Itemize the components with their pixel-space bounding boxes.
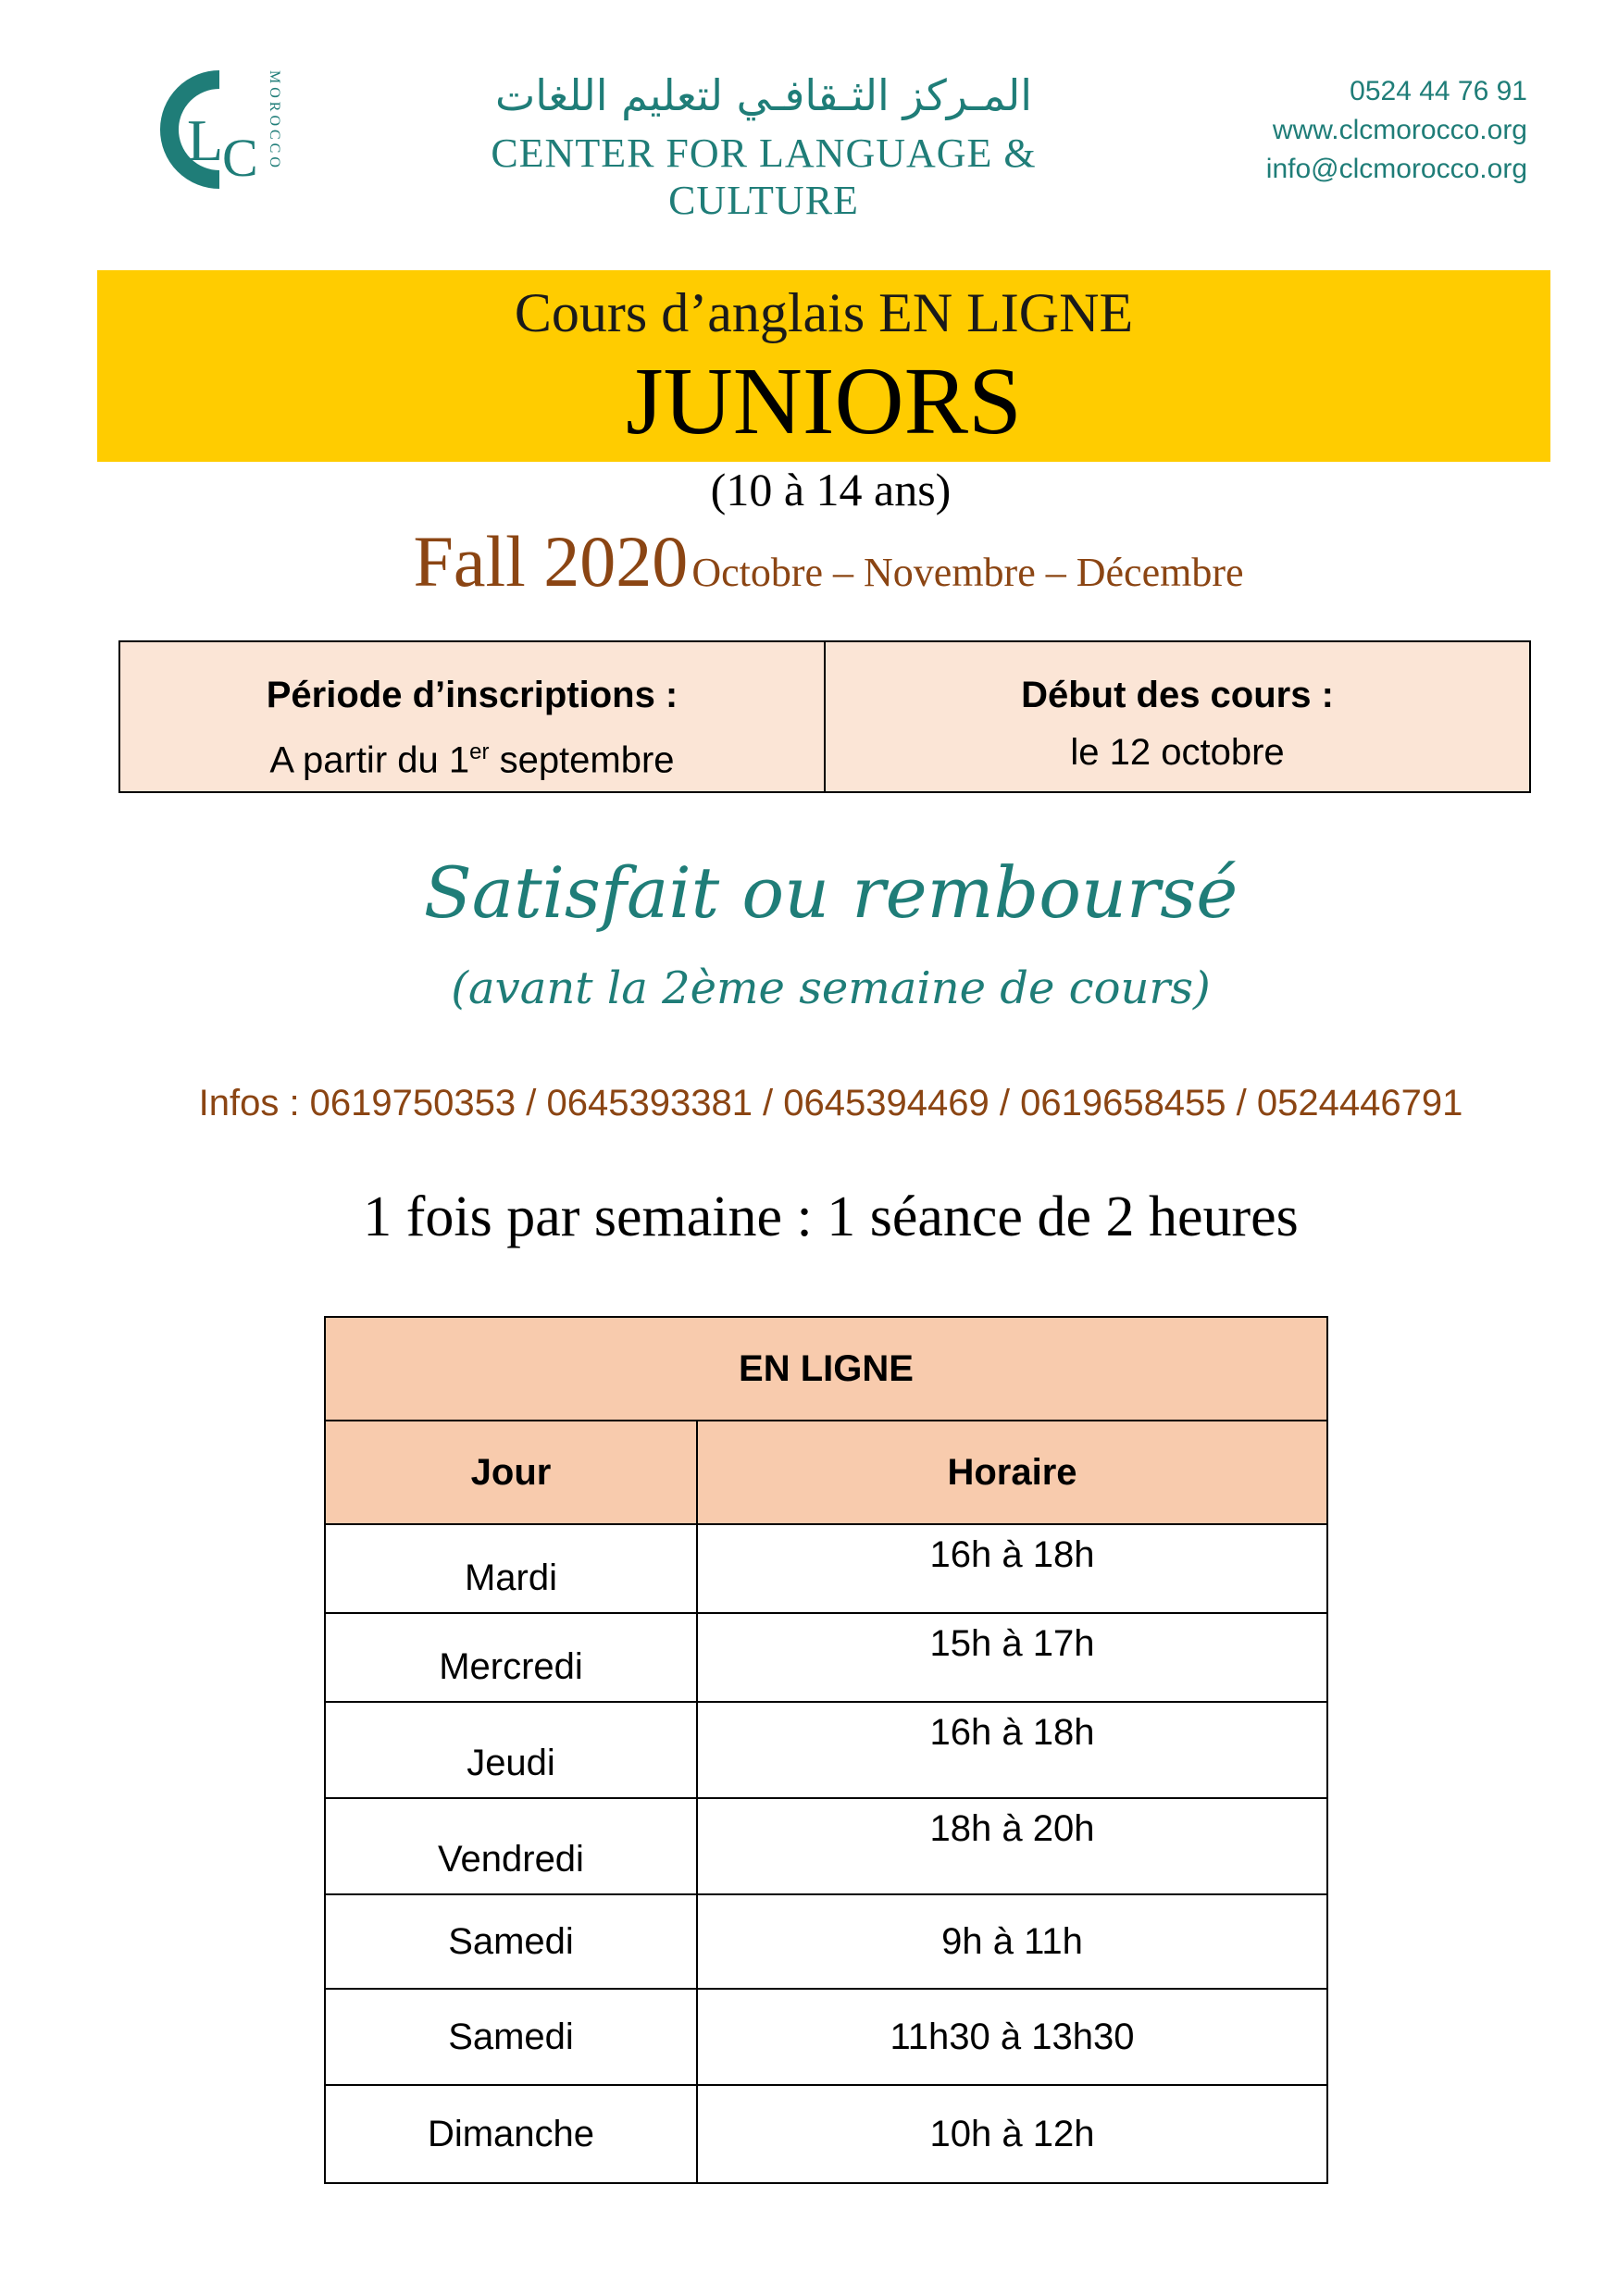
guarantee-subtitle: (avant la 2ème semaine de cours): [451, 962, 1211, 1014]
time-cell: 11h30 à 13h30: [697, 1989, 1327, 2085]
svg-text:L: L: [187, 107, 224, 173]
registration-title: Période d’inscriptions :: [266, 675, 678, 715]
start-title: Début des cours :: [1021, 675, 1334, 715]
contact-block: [1176, 72, 1527, 189]
table-row: [325, 1989, 1327, 2085]
age-range: (10 à 14 ans): [710, 464, 952, 515]
start-value: le 12 octobre: [1070, 732, 1285, 773]
registration-cell: [120, 642, 824, 791]
contact-phone: 0524 44 76 91: [1350, 76, 1527, 106]
table-row: [325, 1798, 1327, 1894]
schedule-title: EN LIGNE: [325, 1317, 1327, 1421]
table-row: [325, 2085, 1327, 2183]
col-day-header: Jour: [325, 1421, 697, 1524]
day-cell: Jeudi: [325, 1702, 697, 1798]
start-cell: [824, 642, 1529, 791]
brand-arabic: المـركز الثـقافـي لتعليم اللغات: [495, 70, 1032, 120]
time-cell: 16h à 18h: [697, 1524, 1327, 1613]
time-cell: 15h à 17h: [697, 1613, 1327, 1702]
brand-english: CENTER FOR LANGUAGE & CULTURE: [491, 130, 1037, 223]
svg-text:C: C: [222, 128, 258, 188]
time-cell: 18h à 20h: [697, 1798, 1327, 1894]
table-row: [325, 1524, 1327, 1613]
contact-website[interactable]: www.clcmorocco.org: [1272, 115, 1527, 145]
banner-juniors: JUNIORS: [626, 348, 1022, 454]
guarantee-title: Satisfait ou remboursé: [423, 851, 1238, 934]
logo-side-text: MOROCCO: [267, 70, 282, 171]
schedule-table: [324, 1316, 1328, 2184]
frequency-line: 1 fois par semaine : 1 séance de 2 heures: [363, 1185, 1299, 1248]
time-cell: 16h à 18h: [697, 1702, 1327, 1798]
day-cell: Samedi: [325, 1894, 697, 1989]
table-row: [325, 1613, 1327, 1702]
infos-phones: Infos : 0619750353 / 0645393381 / 0645394469 / 0619658455 / 0524446791: [198, 1083, 1463, 1123]
time-cell: 10h à 12h: [697, 2085, 1327, 2183]
col-time-header: Horaire: [697, 1421, 1327, 1524]
time-cell: 9h à 11h: [697, 1894, 1327, 1989]
contact-email[interactable]: info@clcmorocco.org: [1265, 154, 1527, 184]
registration-value: A partir du 1er septembre: [269, 739, 675, 781]
day-cell: Samedi: [325, 1989, 697, 2085]
table-row: [325, 1702, 1327, 1798]
season-line: [0, 520, 1618, 603]
day-cell: Dimanche: [325, 2085, 697, 2183]
season-months: Octobre – Novembre – Décembre: [691, 550, 1244, 595]
day-cell: Mercredi: [325, 1613, 697, 1702]
season-title: Fall 2020: [413, 521, 689, 602]
day-cell: Vendredi: [325, 1798, 697, 1894]
clc-logo: [131, 63, 298, 197]
banner-course-title: Cours d’anglais EN LIGNE: [514, 282, 1134, 343]
title-banner: [97, 270, 1550, 462]
day-cell: Mardi: [325, 1524, 697, 1613]
table-row: [325, 1894, 1327, 1989]
dates-info-box: [118, 640, 1531, 793]
